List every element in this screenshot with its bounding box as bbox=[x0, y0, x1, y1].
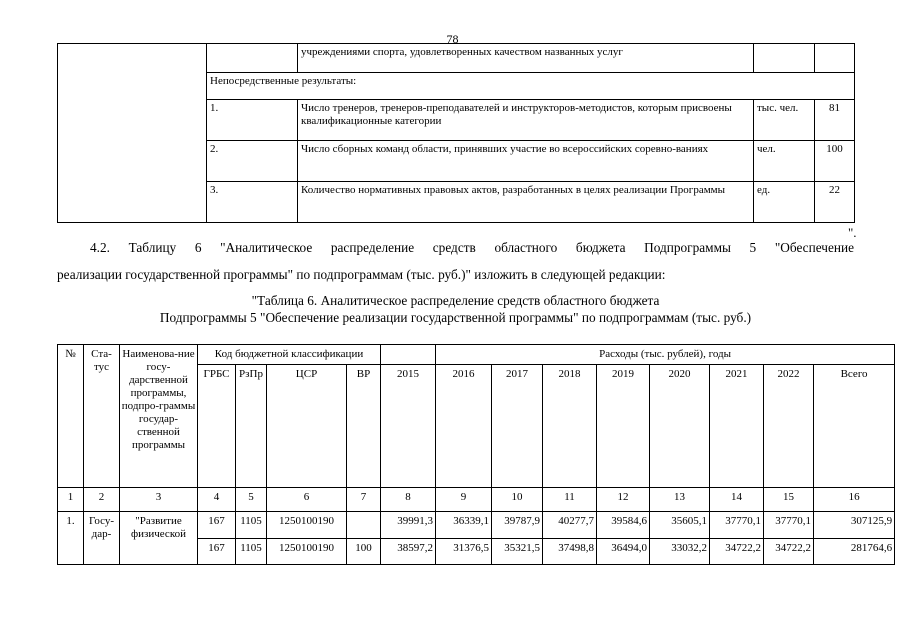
header-year: 2018 bbox=[543, 365, 597, 488]
cell-vr bbox=[347, 512, 381, 539]
col-number: 9 bbox=[436, 488, 492, 512]
cell-value: 39991,3 bbox=[381, 512, 436, 539]
cell-value: 39584,6 bbox=[597, 512, 650, 539]
col-number: 10 bbox=[492, 488, 543, 512]
col-number: 2 bbox=[84, 488, 120, 512]
cell-csr: 1250100190 bbox=[267, 512, 347, 539]
col-number: 14 bbox=[710, 488, 764, 512]
cell-grbs: 167 bbox=[198, 539, 236, 565]
blank-cell bbox=[381, 345, 436, 365]
table-caption-line-1: "Таблица 6. Аналитическое распределение средств областного бюджета bbox=[251, 293, 660, 308]
row-text: Число сборных команд области, принявших участие во всероссийских соревно-ваниях bbox=[298, 141, 754, 182]
col-number: 12 bbox=[597, 488, 650, 512]
header-expenses: Расходы (тыс. рублей), годы bbox=[436, 345, 895, 365]
col-number: 11 bbox=[543, 488, 597, 512]
cell-vr: 100 bbox=[347, 539, 381, 565]
row-unit: чел. bbox=[754, 141, 815, 182]
row-num: 2. bbox=[207, 141, 298, 182]
header-vr: ВР bbox=[347, 365, 381, 488]
row-name: "Развитие физической bbox=[120, 512, 198, 565]
cell-value: 31376,5 bbox=[436, 539, 492, 565]
cell-value: 37770,1 bbox=[764, 512, 814, 539]
header-name: Наименова-ние госу-дарственной программы, подпро-граммы государ-ственной программы bbox=[120, 345, 198, 488]
header-code: Код бюджетной классификации bbox=[198, 345, 381, 365]
col-number: 7 bbox=[347, 488, 381, 512]
row-text: Количество нормативных правовых актов, разработанных в целях реализации Программы bbox=[298, 182, 754, 223]
quote-end: ". bbox=[848, 225, 857, 240]
header-total: Всего bbox=[814, 365, 895, 488]
header-num: № bbox=[58, 345, 84, 488]
col-number: 4 bbox=[198, 488, 236, 512]
col-number: 13 bbox=[650, 488, 710, 512]
cell-value: 37770,1 bbox=[710, 512, 764, 539]
paragraph-line-2: реализации государственной программы" по подпрограммам (тыс. руб.)" изложить в следующей редакции: bbox=[57, 267, 666, 282]
row-num: 3. bbox=[207, 182, 298, 223]
row-unit: ед. bbox=[754, 182, 815, 223]
row-unit: тыс. чел. bbox=[754, 100, 815, 141]
cell-value: 38597,2 bbox=[381, 539, 436, 565]
cell-value: 34722,2 bbox=[710, 539, 764, 565]
table-caption-line-2: Подпрограммы 5 "Обеспечение реализации государственной программы" по подпрограммам (тыс. руб.) bbox=[159, 310, 752, 325]
row-status: Госу-дар- bbox=[84, 512, 120, 565]
row-value: 81 bbox=[815, 100, 855, 141]
header-year: 2015 bbox=[381, 365, 436, 488]
section-label: Непосредственные результаты: bbox=[207, 73, 855, 100]
row-num: 1. bbox=[58, 512, 84, 565]
col-number: 16 bbox=[814, 488, 895, 512]
row-text: учреждениями спорта, удовлетворенных качеством названных услуг bbox=[298, 44, 754, 73]
table-row bbox=[58, 512, 895, 539]
header-year: 2020 bbox=[650, 365, 710, 488]
col-number: 5 bbox=[236, 488, 267, 512]
paragraph-line-1: 4.2. Таблицу 6 "Аналитическое распределение средств областного бюджета Подпрограммы 5 "Обеспечение bbox=[90, 240, 854, 255]
cell-value: 35605,1 bbox=[650, 512, 710, 539]
cell-value: 39787,9 bbox=[492, 512, 543, 539]
header-year: 2022 bbox=[764, 365, 814, 488]
cell-total: 307125,9 bbox=[814, 512, 895, 539]
page-number: 78 bbox=[446, 32, 459, 46]
column-number-row bbox=[58, 488, 895, 512]
cell-grbs: 167 bbox=[198, 512, 236, 539]
budget-table bbox=[57, 344, 895, 565]
col-number: 8 bbox=[381, 488, 436, 512]
cell-value: 35321,5 bbox=[492, 539, 543, 565]
cell-rzpr: 1105 bbox=[236, 539, 267, 565]
col-number: 1 bbox=[58, 488, 84, 512]
blank-cell bbox=[207, 44, 298, 73]
cell-value: 36339,1 bbox=[436, 512, 492, 539]
cell-value: 34722,2 bbox=[764, 539, 814, 565]
row-num: 1. bbox=[207, 100, 298, 141]
header-csr: ЦСР bbox=[267, 365, 347, 488]
blank-cell bbox=[754, 44, 815, 73]
cell-value: 33032,2 bbox=[650, 539, 710, 565]
header-grbs: ГРБС bbox=[198, 365, 236, 488]
row-value: 22 bbox=[815, 182, 855, 223]
col-number: 15 bbox=[764, 488, 814, 512]
row-value: 100 bbox=[815, 141, 855, 182]
header-year: 2021 bbox=[710, 365, 764, 488]
header-year: 2017 bbox=[492, 365, 543, 488]
col-number: 6 bbox=[267, 488, 347, 512]
col-number: 3 bbox=[120, 488, 198, 512]
cell-value: 40277,7 bbox=[543, 512, 597, 539]
results-table bbox=[57, 43, 855, 223]
blank-cell bbox=[58, 44, 207, 223]
cell-value: 36494,0 bbox=[597, 539, 650, 565]
header-year: 2019 bbox=[597, 365, 650, 488]
cell-csr: 1250100190 bbox=[267, 539, 347, 565]
row-text: Число тренеров, тренеров-преподавателей и инструкторов-методистов, которым присвоены квалификационные категории bbox=[298, 100, 754, 141]
cell-rzpr: 1105 bbox=[236, 512, 267, 539]
header-status: Ста-тус bbox=[84, 345, 120, 488]
cell-total: 281764,6 bbox=[814, 539, 895, 565]
header-rzpr: РзПр bbox=[236, 365, 267, 488]
header-year: 2016 bbox=[436, 365, 492, 488]
cell-value: 37498,8 bbox=[543, 539, 597, 565]
blank-cell bbox=[815, 44, 855, 73]
